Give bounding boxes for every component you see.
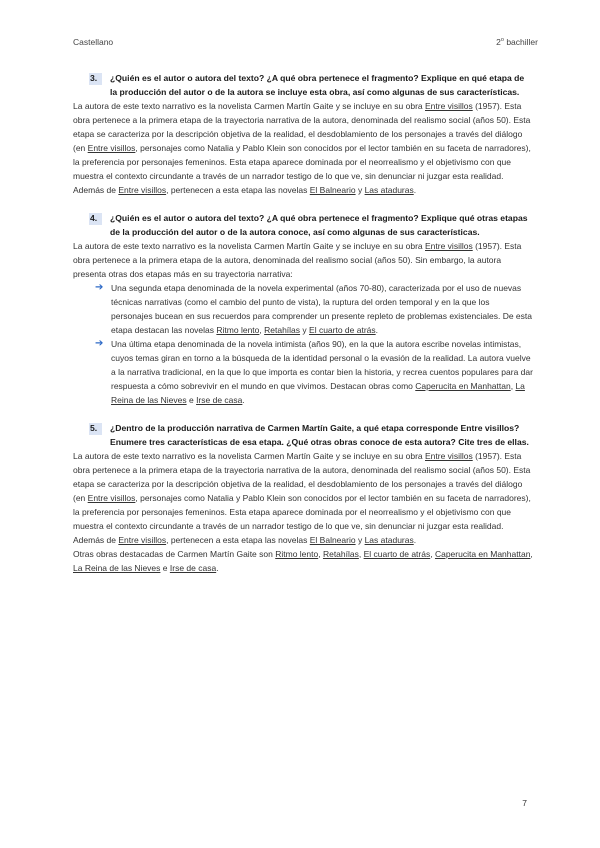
- answer-5-other-works: Otras obras destacadas de Carmen Martín Gaite son Ritmo lento, Retahílas, El cuarto de atrás, Caperucita en Manhattan, La Reina de las Nieves e Irse de casa.: [73, 549, 533, 573]
- question-5-title: ¿Dentro de la producción narrativa de Carmen Martín Gaite, a qué etapa corresponde Entre visillos? Enumere tres características de esa etapa. ¿Qué otras obras conoce de esta autora? Cite tres de ellas.: [110, 423, 529, 447]
- list-item: ➔ Una última etapa denominada de la novela intimista (años 90), en la que la autora escribe novelas intimistas, cuyos temas giran en torno a la búsqueda de la identidad personal o la evasión de la realidad. La autora vuelve a la narrativa tradicional, en la que lo que importa es contar bien la historia, y recrea cuentos populares para dar respuesta a cómo sobrevivir en el mundo en que vivimos. Destacan obras como Caperucita en Manhattan, La Reina de las Nieves e Irse de casa.: [95, 338, 533, 405]
- page-number: 7: [522, 798, 527, 808]
- question-4-title: ¿Quién es el autor o autora del texto? ¿A qué obra pertenece el fragmento? Explique qué otras etapas de la producción del autor o de la autora conoce, así como algunas de sus características.: [110, 213, 528, 237]
- question-3-title: ¿Quién es el autor o autora del texto? ¿A qué obra pertenece el fragmento? Explique en qué etapa de la producción del autor o de la autora se incluye esta obra, así como algunas de sus características.: [110, 73, 525, 97]
- question-3: [73, 71, 533, 99]
- arrow-icon: ➔: [95, 282, 104, 293]
- question-4-number: 4.: [90, 213, 98, 223]
- page-content: [73, 71, 533, 575]
- answer-5-additional: Además de Entre visillos, pertenecen a esta etapa las novelas El Balneario y Las ataduras.: [73, 535, 417, 545]
- arrow-icon: ➔: [95, 338, 104, 349]
- answer-3-paragraph: La autora de este texto narrativo es la novelista Carmen Martín Gaite y se incluye en su obra Entre visillos (1957). Esta obra pertenece a la primera etapa de la trayectoria narrativa de la autora, denominada del realismo social (años 50). Esta etapa se caracteriza por la descripción objetiva de la realidad, el desdoblamiento de los personajes a través del diálogo (en Entre visillos, personajes como Natalia y Pablo Klein son conocidos por el lector también en su faceta de narradores), la preferencia por personajes femeninos. Esta etapa aparece dominada por el neorrealismo y el objetivismo con que muestra el contexto circundante a través de un narrador testigo de lo que ve, sin denunciar ni juzgar esta realidad.: [73, 101, 531, 181]
- question-4: [73, 211, 533, 239]
- list-item: ➔ Una segunda etapa denominada de la novela experimental (años 70-80), caracterizada por el uso de nuevas técnicas narrativas (como el cambio del punto de vista), la ruptura del orden temporal y en la que los personajes bucean en sus recuerdos para comprender un presente repleto de problemas existenciales. De esta etapa destacan las novelas Ritmo lento, Retahílas y El cuarto de atrás.: [95, 282, 532, 335]
- header-subject: Castellano: [73, 37, 114, 47]
- question-5-number: 5.: [90, 423, 98, 433]
- answer-4-list: [73, 281, 533, 407]
- question-3-number: 3.: [90, 73, 98, 83]
- question-5: [73, 421, 533, 449]
- answer-5-paragraph: La autora de este texto narrativo es la novelista Carmen Martín Gaite y se incluye en su obra Entre visillos (1957). Esta obra pertenece a la primera etapa de la trayectoria narrativa de la autora, denominada del realismo social (años 50). Esta etapa se caracteriza por la descripción objetiva de la realidad, el desdoblamiento de los personajes a través del diálogo (en Entre visillos, personajes como Natalia y Pablo Klein son conocidos por el lector también en su faceta de narradores), la preferencia por personajes femeninos. Esta etapa aparece dominada por el neorrealismo y el objetivismo con que muestra el contexto circundante a través de un narrador testigo de lo que ve, sin denunciar ni juzgar esta realidad.: [73, 451, 531, 531]
- answer-4-paragraph: La autora de este texto narrativo es la novelista Carmen Martín Gaite y se incluye en su obra Entre visillos (1957). Esta obra pertenece a la primera etapa de la autora, denominada del realismo social (años 50). Sin embargo, la autora presenta otras dos etapas más en su trayectoria narrativa:: [73, 241, 522, 279]
- header-course: 2$^o$ bachiller: [496, 37, 538, 47]
- answer-3-additional: Además de Entre visillos, pertenecen a esta etapa las novelas El Balneario y Las ataduras.: [73, 185, 417, 195]
